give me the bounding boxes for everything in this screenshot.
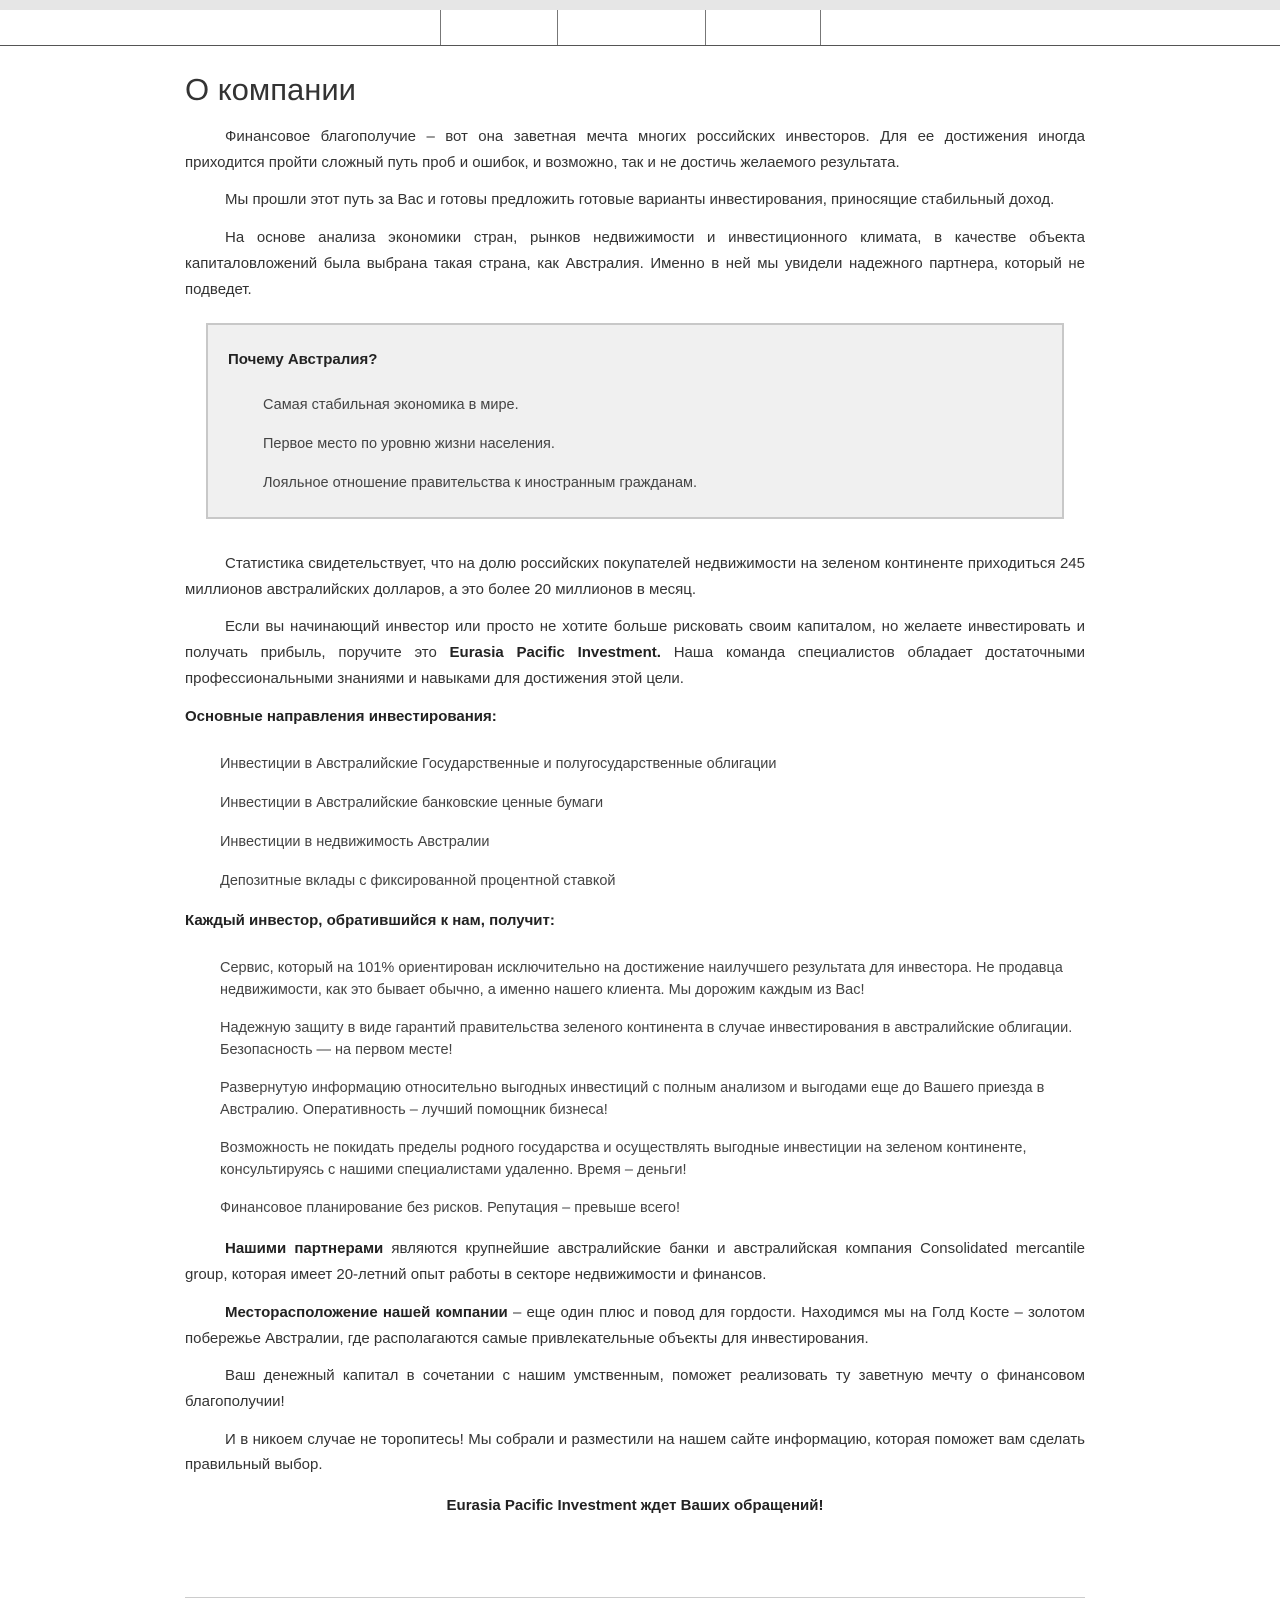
partners-label: Нашими партнерами bbox=[225, 1240, 384, 1258]
brand-name: Eurasia Pacific Investment. bbox=[449, 643, 661, 661]
partners-paragraph bbox=[185, 1236, 1085, 1287]
location-label: Месторасположение нашей компании bbox=[225, 1303, 508, 1321]
closing-paragraph: Ваш денежный капитал в сочетании с нашим умственным, поможет реализовать ту заветную мечту о финансовом благополучии! bbox=[185, 1367, 1085, 1410]
top-nav-bar bbox=[0, 10, 1280, 46]
offer-text: Если вы начинающий инвестор или просто не хотите больше рисковать своим капиталом, но желаете инвестировать и получать прибыль, поручите это bbox=[185, 618, 1085, 661]
main-content bbox=[185, 68, 1085, 1516]
direction-item: Инвестиции в недвижимость Австралии bbox=[220, 833, 490, 850]
benefit-item: Сервис, который на 101% ориентирован исключительно на достижение наилучшего результата для инвестора. Не продавца недвижимости, как это бывает обычно, а именно нашего клиента. Мы дорожим каждым из Вас! bbox=[220, 959, 1063, 998]
nav-item-5[interactable] bbox=[821, 10, 1280, 45]
final-call-to-action: Eurasia Pacific Investment ждет Ваших обращений! bbox=[446, 1497, 824, 1515]
stats-paragraph: Статистика свидетельствует, что на долю российских покупателей недвижимости на зеленом континенте приходиться 245 миллионов австралийских долларов, а это более 20 миллионов в месяц. bbox=[185, 554, 1085, 598]
location-paragraph bbox=[185, 1300, 1085, 1351]
benefits-heading: Каждый инвестор, обратившийся к нам, получит: bbox=[185, 911, 555, 929]
nav-item-1[interactable] bbox=[0, 10, 440, 45]
intro-paragraph: На основе анализа экономики стран, рынков недвижимости и инвестиционного климата, в качестве объекта капиталовложений была выбрана такая страна, как Австралия. Именно в ней мы увидели надежного партнера, который не подведет. bbox=[185, 229, 1085, 298]
closing-paragraph: И в никоем случае не торопитесь! Мы собрали и разместили на нашем сайте информацию, которая поможет вам сделать правильный выбор. bbox=[185, 1430, 1085, 1474]
offer-text: Наша команда специалистов обладает достаточными профессиональными знаниями и навыками для достижения этой цели. bbox=[185, 643, 1085, 687]
offer-paragraph bbox=[185, 614, 1085, 691]
location-text: – еще один плюс и повод для гордости. Находимся мы на Голд Косте – золотом побережье Австралии, где располагаются самые привлекательные объекты для инвестирования. bbox=[185, 1303, 1085, 1347]
why-australia-item: Самая стабильная экономика в мире. bbox=[263, 397, 519, 414]
nav-item-4[interactable] bbox=[706, 10, 820, 45]
benefit-item: Развернутую информацию относительно выгодных инвестиций с полным анализом и выгодами еще до Вашего приезда в Австралию. Оперативность – лучший помощник бизнеса! bbox=[220, 1079, 1045, 1118]
why-australia-item: Лояльное отношение правительства к иностранным гражданам. bbox=[263, 474, 698, 491]
intro-paragraph: Мы прошли этот путь за Вас и готовы предложить готовые варианты инвестирования, приносящие стабильный доход. bbox=[225, 191, 1055, 209]
page-title: О компании bbox=[185, 72, 356, 106]
benefit-item: Надежную защиту в виде гарантий правительства зеленого континента в случае инвестирования в австралийские облигации. Безопасность — на первом месте! bbox=[220, 1019, 1073, 1058]
bottom-divider bbox=[185, 1597, 1085, 1598]
direction-item: Депозитные вклады с фиксированной процентной ставкой bbox=[220, 872, 616, 889]
direction-item: Инвестиции в Австралийские банковские ценные бумаги bbox=[220, 795, 604, 812]
why-australia-item: Первое место по уровню жизни населения. bbox=[263, 436, 555, 453]
intro-paragraph: Финансовое благополучие – вот она заветная мечта многих российских инвесторов. Для ее достижения иногда приходится пройти сложный путь проб и ошибок, и возможно, так и не достичь желаемого результата. bbox=[185, 128, 1085, 171]
why-australia-box bbox=[206, 323, 1064, 519]
nav-item-3[interactable] bbox=[558, 10, 705, 45]
directions-heading: Основные направления инвестирования: bbox=[185, 708, 497, 726]
why-australia-title: Почему Австралия? bbox=[228, 351, 378, 369]
nav-item-2[interactable] bbox=[441, 10, 557, 45]
top-strip bbox=[0, 0, 1280, 10]
benefit-item: Финансовое планирование без рисков. Репутация – превыше всего! bbox=[220, 1200, 680, 1217]
partners-text: являются крупнейшие австралийские банки и австралийская компания Consolidated mercantile group, которая имеет 20-летний опыт работы в секторе недвижимости и финансов. bbox=[185, 1240, 1085, 1284]
direction-item: Инвестиции в Австралийские Государственные и полугосударственные облигации bbox=[220, 756, 777, 773]
benefit-item: Возможность не покидать пределы родного государства и осуществлять выгодные инвестиции на зеленом континенте, консультируясь с нашими специалистами удаленно. Время – деньги! bbox=[220, 1140, 1027, 1178]
